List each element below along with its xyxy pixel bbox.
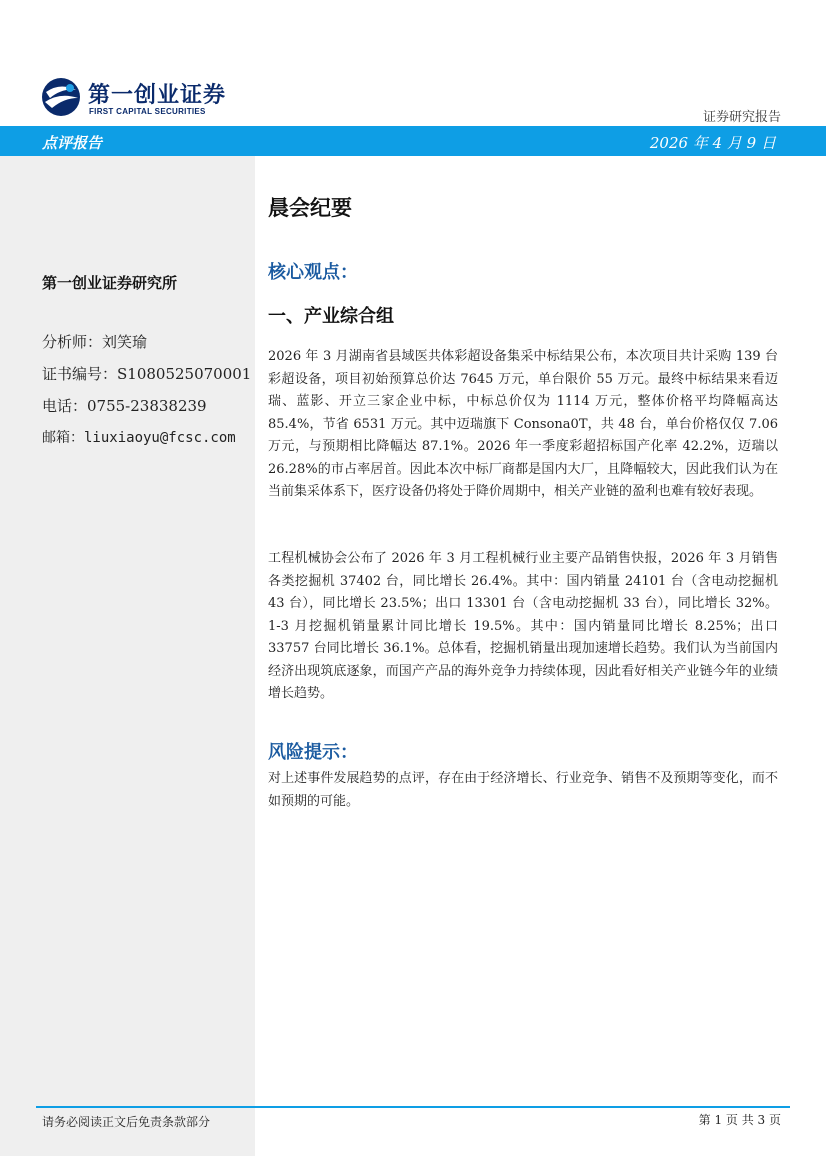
risk-text: 对上述事件发展趋势的点评，存在由于经济增长、行业竞争、销售不及预期等变化，而不如预期的可能。: [268, 771, 778, 809]
paragraph-excavator-sales: 工程机械协会公布了 2026 年 3 月工程机械行业主要产品销售快报，2026 年 3 月销售各类挖掘机 37402 台，同比增长 26.4%。其中：国内销量 24101 台（含电动挖掘机 43 台），同比增长 23.5%；出口 13301 台（含电动挖掘机 33 台），同比增长 32%。1-3 月挖掘机销量累计同比增长 19.5%。其中：国内销量同比增长 8.25%；出口 33757 台同比增长 36.1%。总体看，挖掘机销量出现加速增长趋势。我们认为当前国内经济出现筑底逐象，而国产产品的海外竞争力持续体现，因此看好相关产业链今年的业绩增长趋势。: [268, 551, 778, 701]
logo-chinese-name: 第一创业证券: [88, 83, 227, 108]
phone-number: 电话：0755-23838239: [42, 397, 207, 415]
paragraph-ultrasound-procurement: 2026 年 3 月湖南省县域医共体彩超设备集采中标结果公布，本次项目共计采购 139 台彩超设备，项目初始预算总价达 7645 万元，单台限价 55 万元。最终中标结果来看迈瑞、蓝影、开立三家企业中标，中标总价仅为 1114 万元，整体价格平均降幅高达 85.4%，节省 6531 万元。其中迈瑞旗下 Consona0T，共 48 台，单台价格仅仅 7.06 万元，与预期相比降幅达 87.1%。2026 年一季度彩超招标国产化率 42.2%，迈瑞以 26.28%的市占率居首。因此本次中标厂商都是国内大厂，且降幅较大，因此我们认为在当前集采体系下，医疗设备仍将处于降价周期中，相关产业链的盈利也难有较好表现。: [268, 349, 778, 499]
report-type: 点评报告: [42, 134, 103, 152]
risk-heading: 风险提示：: [268, 742, 358, 763]
report-date: 2026 年 4 月 9 日: [649, 134, 776, 152]
page-title: 晨会纪要: [268, 195, 352, 220]
header-band: [0, 126, 826, 156]
globe-logo-icon: [40, 76, 82, 118]
page-number: 第 1 页 共 3 页: [698, 1113, 781, 1127]
institute-name: 第一创业证券研究所: [42, 274, 178, 292]
company-logo: [40, 76, 240, 120]
core-views-heading: 核心观点：: [268, 262, 358, 283]
document-type-label: 证券研究报告: [702, 110, 781, 125]
footer-disclaimer: 请务必阅读正文后免责条款部分: [42, 1115, 211, 1129]
sidebar: [0, 156, 255, 1156]
email-address: 邮箱：liuxiaoyu@fcsc.com: [42, 430, 236, 446]
section-industry-heading: 一、产业综合组: [268, 306, 394, 327]
certificate-number: 证书编号：S1080525070001: [42, 365, 252, 383]
logo-english-name: FIRST CAPITAL SECURITIES: [89, 107, 206, 116]
analyst-contact: [42, 326, 251, 454]
analyst-name: 分析师：刘笑瑜: [42, 333, 148, 351]
footer-divider: [36, 1106, 790, 1108]
